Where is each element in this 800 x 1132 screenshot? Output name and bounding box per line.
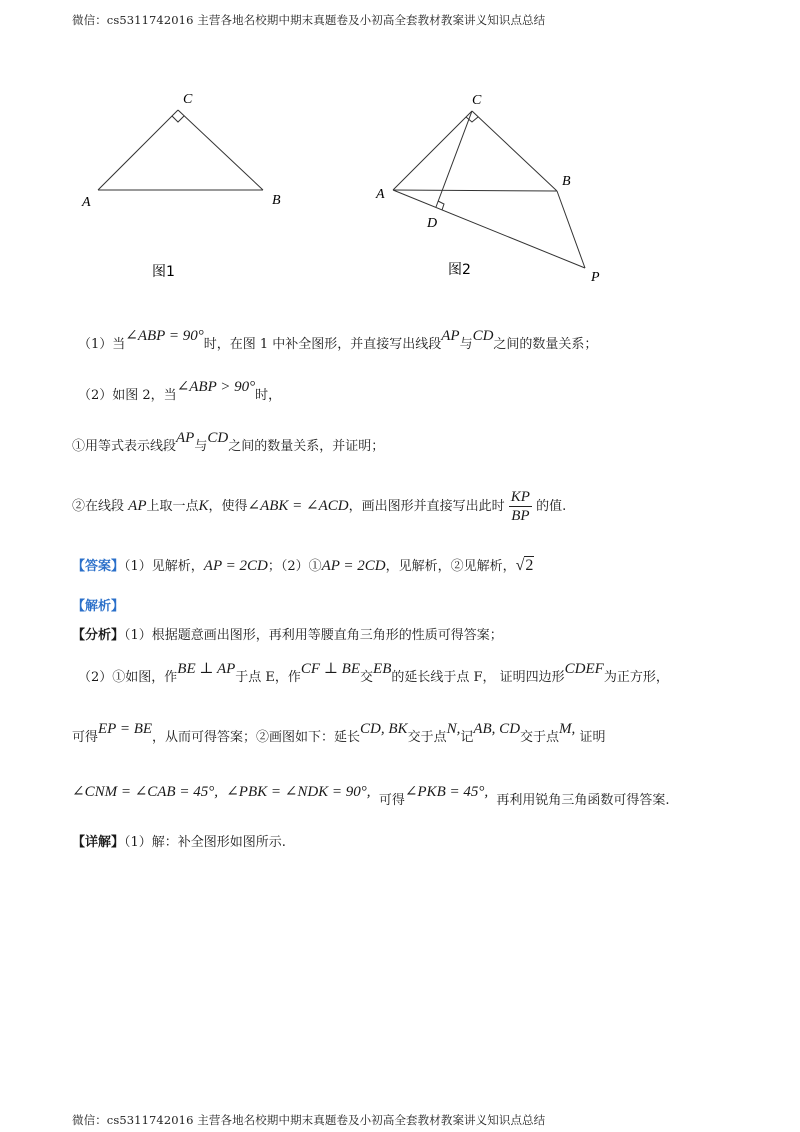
fig2-label-b: B — [562, 174, 571, 189]
fig1-side-ac — [98, 110, 178, 190]
question-1: （1）当∠ABP = 90°时，在图 1 中补全图形，并直接写出线段AP与CD之间的数量关系； — [78, 328, 598, 352]
fig2-label-a: A — [376, 187, 385, 202]
fig1-right-angle-mark — [172, 116, 184, 122]
fig1-label-b: B — [272, 193, 281, 208]
analysis-line-2: （2）①如图，作BE ⊥ AP于点 E，作CF ⊥ BE交EB的延长线于点 F， 证明四边形CDEF为正方形， — [78, 661, 669, 685]
sqrt-2: √2 — [515, 557, 534, 574]
fig2-side-cb — [472, 111, 557, 191]
fig2-segment-cd — [436, 111, 472, 207]
fig2-side-ac — [393, 111, 472, 190]
fig2-label-c: C — [472, 93, 482, 108]
fraction-kp-bp: $\frac{KP}{BP}$ — [510, 489, 530, 524]
fig2-side-bp — [557, 191, 585, 268]
fig1-side-cb — [178, 110, 263, 190]
question-2-part-2: ②在线段 AP上取一点K，使得∠ABK = ∠ACD，画出图形并直接写出此时 $\frac{KP}{BP}$ 的值. — [72, 489, 567, 524]
analysis-line-4: ∠CNM = ∠CAB = 45°, ∠PBK = ∠NDK = 90°, 可得∠PKB = 45°, 再利用锐角三角函数可得答案. — [72, 784, 670, 808]
fig1-label-c: C — [183, 92, 193, 107]
detail-line: 【详解】（1）解：补全图形如图所示. — [72, 835, 286, 850]
page-header: 微信：cs5311742016 主营各地名校期中期末真题卷及小初高全套教材教案讲义知识点总结 — [72, 13, 546, 27]
fig2-side-ab — [393, 190, 557, 191]
answer-line: 【答案】（1）见解析，AP = 2CD；（2）①AP = 2CD，见解析，②见解析，√2 — [72, 557, 534, 574]
page-footer: 微信：cs5311742016 主营各地名校期中期末真题卷及小初高全套教材教案讲义知识点总结 — [72, 1113, 546, 1127]
fig2-label-p: P — [591, 270, 600, 285]
question-2: （2）如图 2，当∠ABP > 90°时， — [78, 379, 282, 403]
fig1-label-a: A — [82, 195, 91, 210]
answer-tag: 【答案】 — [72, 559, 125, 574]
figure-1 — [98, 110, 263, 190]
geometry-figures — [0, 0, 800, 300]
question-2-part-1: ①用等式表示线段AP与CD之间的数量关系，并证明； — [72, 430, 385, 454]
fig1-caption: 图1 — [152, 264, 175, 280]
figure-2 — [393, 111, 585, 268]
fenxi-line: 【分析】（1）根据题意画出图形，再利用等腰直角三角形的性质可得答案； — [72, 628, 503, 643]
fig2-side-ap — [393, 190, 585, 268]
fig2-label-d: D — [427, 216, 438, 231]
analysis-line-3: 可得EP = BE，从而可得答案；②画图如下：延长CD, BK交于点N,记AB, CD交于点M, 证明 — [72, 721, 606, 745]
fig2-caption: 图2 — [448, 262, 471, 278]
analysis-heading: 【解析】 — [72, 599, 125, 614]
